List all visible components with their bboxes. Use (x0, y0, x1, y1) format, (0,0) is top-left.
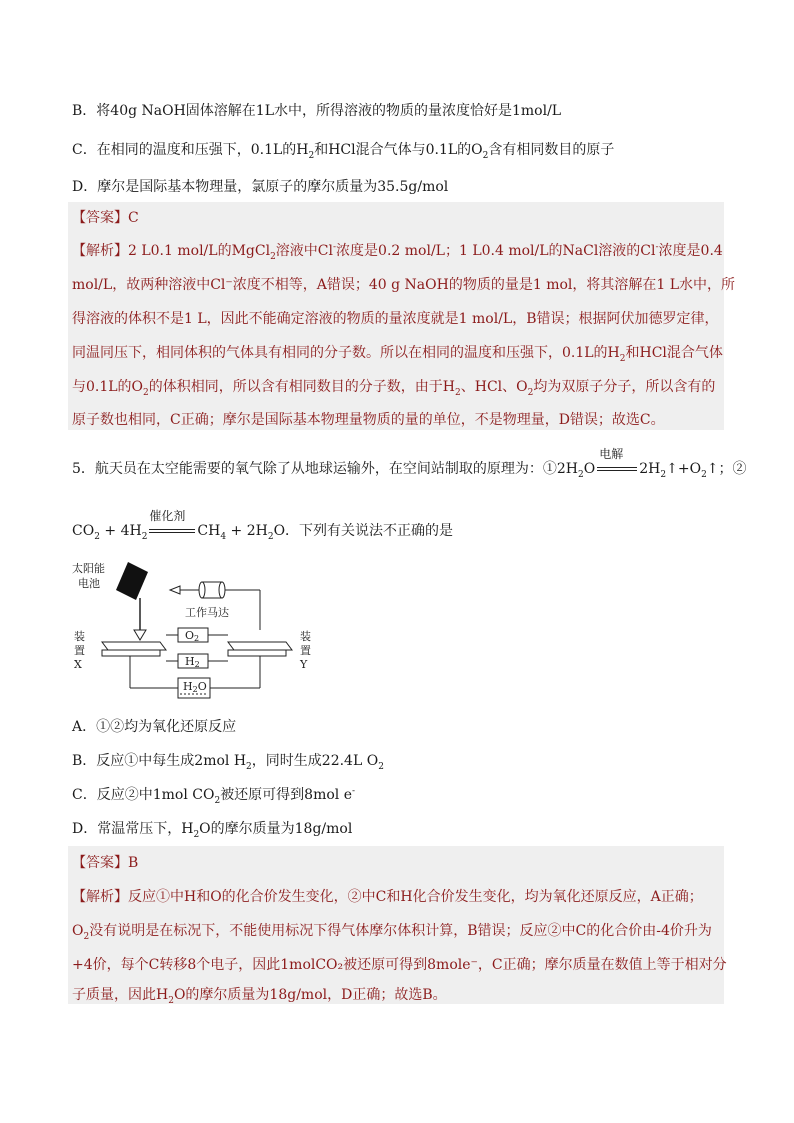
arrow-head-icon (134, 630, 146, 640)
option-a: A．①②均为氧化还原反应 (72, 719, 237, 735)
device-y-label: Y (300, 658, 308, 671)
option-c-q5: C．反应②中1mol $CO_2$被还原可得到8mol e- (72, 786, 356, 806)
analysis-line: 同温同压下，相同体积的气体具有相同的分子数。所以在相同的温度和压强下，0.1L的$H_2$和HCl混合气体 (72, 345, 723, 364)
motor-end (219, 582, 225, 598)
answer-label: 【答案】C (72, 210, 139, 226)
h2-label: H2 (185, 655, 200, 669)
analysis-line: mol/L，故两种溶液中Cl⁻浓度不相等，A错误；40 g NaOH的物质的量是1 mol，将其溶解在1 L水中，所 (72, 277, 736, 293)
device-y-label: 置 (300, 644, 311, 657)
answer-block-1 (68, 202, 736, 430)
analysis-line: 子质量，因此$H_2O$的摩尔质量为18g/mol，D正确；故选B。 (72, 987, 447, 1006)
solar-panel-icon (116, 562, 148, 600)
answer-label: 【答案】B (72, 855, 139, 871)
solar-label-2: 电池 (78, 577, 100, 590)
analysis-line: 【解析】反应①中H和O的化合价发生变化，②中C和H化合价发生变化，均为氧化还原反应，A正确； (72, 889, 703, 905)
option-d-q5: D．常温常压下，$H_2O$的摩尔质量为18g/mol (72, 821, 353, 840)
option-d: D．摩尔是国际基本物理量，氯原子的摩尔质量为35.5g/mol (72, 179, 449, 195)
option-b: B．将40g NaOH固体溶解在1L水中，所得溶液的物质的量浓度恰好是1mol/L (72, 103, 562, 119)
apparatus-diagram (70, 560, 330, 710)
option-b-q5: B．反应①中每生成2mol $H_2$，同时生成22.4L $O_2$ (72, 753, 384, 772)
device-x-icon (102, 642, 166, 650)
analysis-line: $O_2$没有说明是在标况下，不能使用标况下得气体摩尔体积计算，B错误；反应②中C的化合价由-4价升为 (72, 923, 712, 942)
catalyst-label: 催化剂 (149, 509, 186, 523)
arrow-left-icon (170, 586, 180, 594)
device-x-base (102, 650, 160, 656)
device-y-label: 装 (300, 630, 311, 643)
solar-label-1: 太阳能 (72, 562, 105, 575)
question-5-stem: 5．航天员在太空能需要的氧气除了从地球运输外，在空间站制取的原理为：$①2H_2O$ 电解 $2H_2↑+O_2↑$；② (72, 447, 747, 480)
device-y-icon (228, 642, 292, 650)
motor-label: 工作马达 (185, 606, 229, 619)
analysis-line: 原子数也相同，C正确；摩尔是国际基本物理量物质的量的单位，不是物理量，D错误；故选C。 (72, 412, 665, 428)
motor-end (199, 582, 205, 598)
answer-block-2 (68, 846, 727, 1006)
analysis-line: 【解析】2 L0.1 mol/L的MgCl$_2$溶液中Cl-浓度是0.2 mol/L；1 L0.4 mol/L的NaCl溶液的Cl-浓度是0.4 (72, 242, 723, 262)
device-x-label: 置 (74, 644, 85, 657)
device-x-label: X (74, 658, 82, 671)
o2-label: O2 (185, 629, 200, 643)
equation-2: $CO_2 + 4H_2$ 催化剂 $CH_4 + 2H_2O$．下列有关说法不正确的是 (72, 509, 454, 542)
analysis-line: 得溶液的体积不是1 L，因此不能确定溶液的物质的量浓度就是1 mol/L，B错误；根据阿伏加德罗定律， (72, 311, 719, 327)
analysis-line: 与0.1L的$O_2$的体积相同，所以含有相同数目的分子数，由于$H_2$、HCl、$O_2$均为双原子分子，所以含有的 (72, 379, 716, 398)
electrolysis-label: 电解 (599, 447, 624, 461)
device-x-label: 装 (74, 630, 85, 643)
h2o-label: H2O (183, 680, 207, 694)
option-c: C．在相同的温度和压强下，0.1L的$H_2$和HCl混合气体与0.1L的$O_2$含有相同数目的原子 (72, 142, 615, 161)
device-y-base (228, 650, 286, 656)
analysis-line: +4价，每个C转移8个电子，因此1molCO₂被还原可得到8mole⁻，C正确；摩尔质量在数值上等于相对分 (72, 957, 727, 973)
